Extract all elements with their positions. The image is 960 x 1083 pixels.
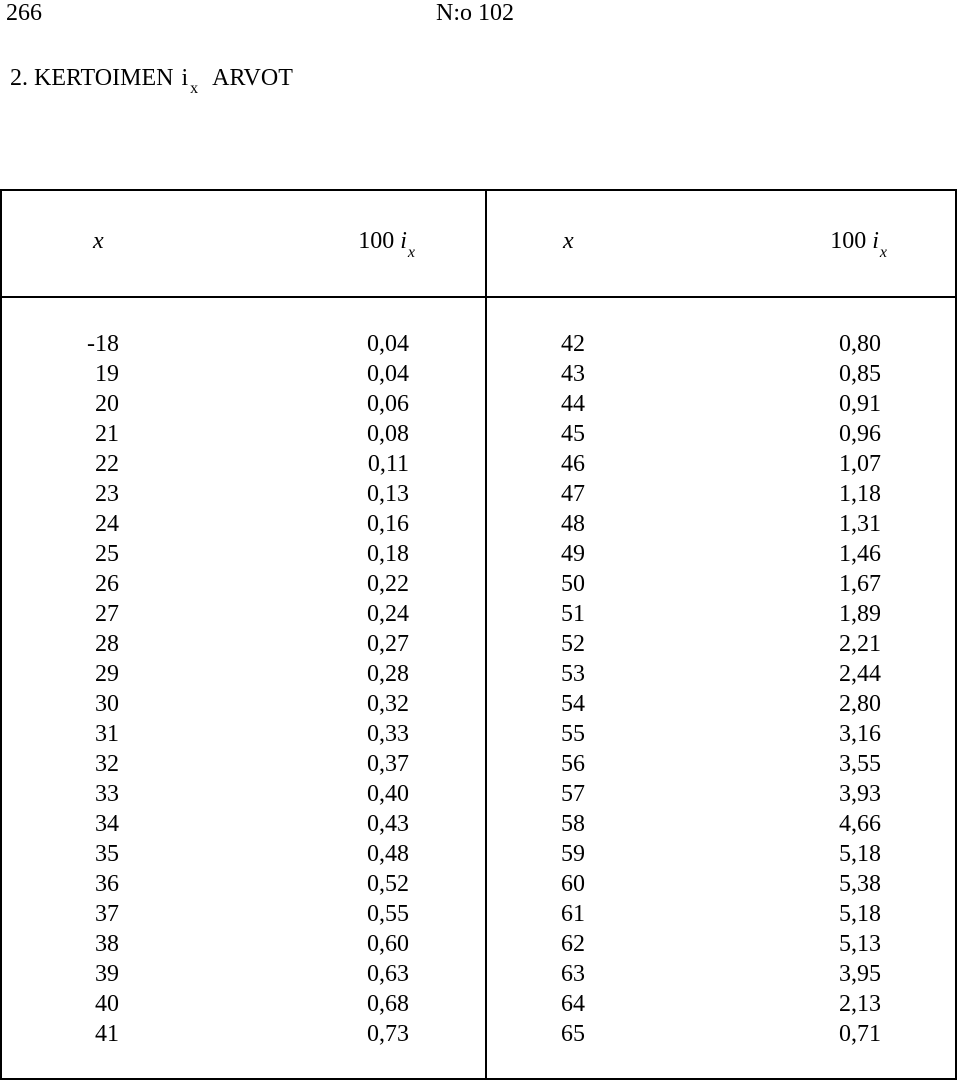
section-title (10, 65, 293, 97)
cell-x-right: 45 (561, 421, 585, 447)
cell-value-left: 0,73 (367, 1021, 409, 1047)
cell-x-left: 27 (95, 601, 119, 627)
table-row (2, 899, 955, 929)
cell-value-right: 0,71 (839, 1021, 881, 1047)
cell-x-right: 44 (561, 391, 585, 417)
cell-value-left: 0,28 (367, 661, 409, 687)
cell-value-left: 0,40 (367, 781, 409, 807)
cell-value-right: 3,55 (839, 751, 881, 777)
cell-value-right: 3,93 (839, 781, 881, 807)
cell-value-left: 0,60 (367, 931, 409, 957)
cell-value-left: 0,63 (367, 961, 409, 987)
cell-value-right: 5,38 (839, 871, 881, 897)
cell-value-left: 0,18 (367, 541, 409, 567)
cell-value-left: 0,04 (367, 331, 409, 357)
cell-value-right: 2,13 (839, 991, 881, 1017)
cell-value-left: 0,22 (367, 571, 409, 597)
cell-x-left: 25 (95, 541, 119, 567)
cell-value-left: 0,33 (367, 721, 409, 747)
table-row (2, 719, 955, 749)
cell-x-left: 19 (95, 361, 119, 387)
cell-x-left: 33 (95, 781, 119, 807)
cell-value-left: 0,32 (367, 691, 409, 717)
cell-value-right: 0,91 (839, 391, 881, 417)
cell-x-left: 31 (95, 721, 119, 747)
cell-x-left: -18 (87, 331, 119, 357)
cell-x-right: 60 (561, 871, 585, 897)
cell-x-left: 21 (95, 421, 119, 447)
cell-x-right: 48 (561, 511, 585, 537)
table-row (2, 749, 955, 779)
cell-x-right: 46 (561, 451, 585, 477)
coefficient-table (0, 189, 957, 1080)
cell-value-left: 0,13 (367, 481, 409, 507)
cell-x-right: 49 (561, 541, 585, 567)
page-number: 266 (6, 0, 42, 26)
cell-value-right: 0,85 (839, 361, 881, 387)
cell-x-right: 56 (561, 751, 585, 777)
cell-x-right: 42 (561, 331, 585, 357)
cell-x-right: 47 (561, 481, 585, 507)
table-row (2, 569, 955, 599)
table-row (2, 659, 955, 689)
cell-x-left: 40 (95, 991, 119, 1017)
cell-value-left: 0,24 (367, 601, 409, 627)
cell-value-right: 1,18 (839, 481, 881, 507)
cell-value-right: 3,95 (839, 961, 881, 987)
cell-x-right: 50 (561, 571, 585, 597)
document-id: N:o 102 (436, 0, 514, 26)
table-row (2, 389, 955, 419)
cell-x-right: 51 (561, 601, 585, 627)
table-row (2, 689, 955, 719)
title-prefix: 2. KERTOIMEN (10, 65, 174, 91)
cell-value-right: 1,67 (839, 571, 881, 597)
cell-x-right: 53 (561, 661, 585, 687)
cell-x-left: 26 (95, 571, 119, 597)
cell-x-left: 30 (95, 691, 119, 717)
table-row (2, 329, 955, 359)
cell-value-left: 0,08 (367, 421, 409, 447)
table-row (2, 959, 955, 989)
cell-value-left: 0,27 (367, 631, 409, 657)
cell-value-left: 0,06 (367, 391, 409, 417)
cell-x-left: 36 (95, 871, 119, 897)
title-subscript: x (190, 80, 199, 97)
cell-value-left: 0,52 (367, 871, 409, 897)
table-row (2, 479, 955, 509)
cell-value-right: 3,16 (839, 721, 881, 747)
table-row (2, 629, 955, 659)
cell-value-right: 0,80 (839, 331, 881, 357)
cell-x-left: 37 (95, 901, 119, 927)
table-row (2, 449, 955, 479)
column-header-value-left: 100 $i_x$ (358, 228, 415, 261)
cell-x-left: 35 (95, 841, 119, 867)
cell-x-right: 57 (561, 781, 585, 807)
cell-x-right: 63 (561, 961, 585, 987)
header-divider (2, 296, 955, 298)
cell-x-right: 58 (561, 811, 585, 837)
table-row (2, 779, 955, 809)
table-row (2, 1019, 955, 1049)
cell-value-right: 1,07 (839, 451, 881, 477)
cell-x-right: 55 (561, 721, 585, 747)
cell-value-right: 2,80 (839, 691, 881, 717)
cell-value-right: 4,66 (839, 811, 881, 837)
cell-value-left: 0,04 (367, 361, 409, 387)
cell-value-left: 0,16 (367, 511, 409, 537)
cell-x-left: 20 (95, 391, 119, 417)
cell-x-right: 65 (561, 1021, 585, 1047)
cell-x-left: 38 (95, 931, 119, 957)
cell-x-right: 43 (561, 361, 585, 387)
column-header-x-right: x (563, 228, 574, 254)
table-row (2, 809, 955, 839)
cell-value-left: 0,11 (367, 451, 409, 477)
cell-value-right: 5,13 (839, 931, 881, 957)
cell-value-left: 0,43 (367, 811, 409, 837)
cell-value-right: 5,18 (839, 901, 881, 927)
table-row (2, 539, 955, 569)
cell-x-left: 24 (95, 511, 119, 537)
cell-value-right: 1,31 (839, 511, 881, 537)
cell-value-right: 0,96 (839, 421, 881, 447)
table-row (2, 599, 955, 629)
title-symbol: i (181, 65, 189, 91)
cell-x-right: 59 (561, 841, 585, 867)
cell-x-left: 39 (95, 961, 119, 987)
table-row (2, 929, 955, 959)
table-body (2, 329, 955, 1049)
cell-x-right: 61 (561, 901, 585, 927)
cell-x-left: 41 (95, 1021, 119, 1047)
cell-value-left: 0,68 (367, 991, 409, 1017)
table-row (2, 839, 955, 869)
cell-x-right: 52 (561, 631, 585, 657)
cell-x-left: 29 (95, 661, 119, 687)
cell-value-right: 1,89 (839, 601, 881, 627)
title-suffix: ARVOT (212, 65, 293, 91)
cell-x-left: 32 (95, 751, 119, 777)
cell-x-right: 64 (561, 991, 585, 1017)
column-header-x-left: x (93, 228, 104, 254)
cell-value-left: 0,37 (367, 751, 409, 777)
cell-x-left: 28 (95, 631, 119, 657)
cell-x-left: 34 (95, 811, 119, 837)
cell-value-right: 2,21 (839, 631, 881, 657)
cell-value-right: 1,46 (839, 541, 881, 567)
cell-value-left: 0,48 (367, 841, 409, 867)
cell-x-right: 54 (561, 691, 585, 717)
table-row (2, 989, 955, 1019)
column-header-value-right: 100 $i_x$ (830, 228, 887, 261)
cell-x-left: 22 (95, 451, 119, 477)
table-row (2, 359, 955, 389)
cell-x-right: 62 (561, 931, 585, 957)
cell-x-left: 23 (95, 481, 119, 507)
cell-value-left: 0,55 (367, 901, 409, 927)
table-row (2, 509, 955, 539)
cell-value-right: 2,44 (839, 661, 881, 687)
table-row (2, 869, 955, 899)
table-row (2, 419, 955, 449)
cell-value-right: 5,18 (839, 841, 881, 867)
